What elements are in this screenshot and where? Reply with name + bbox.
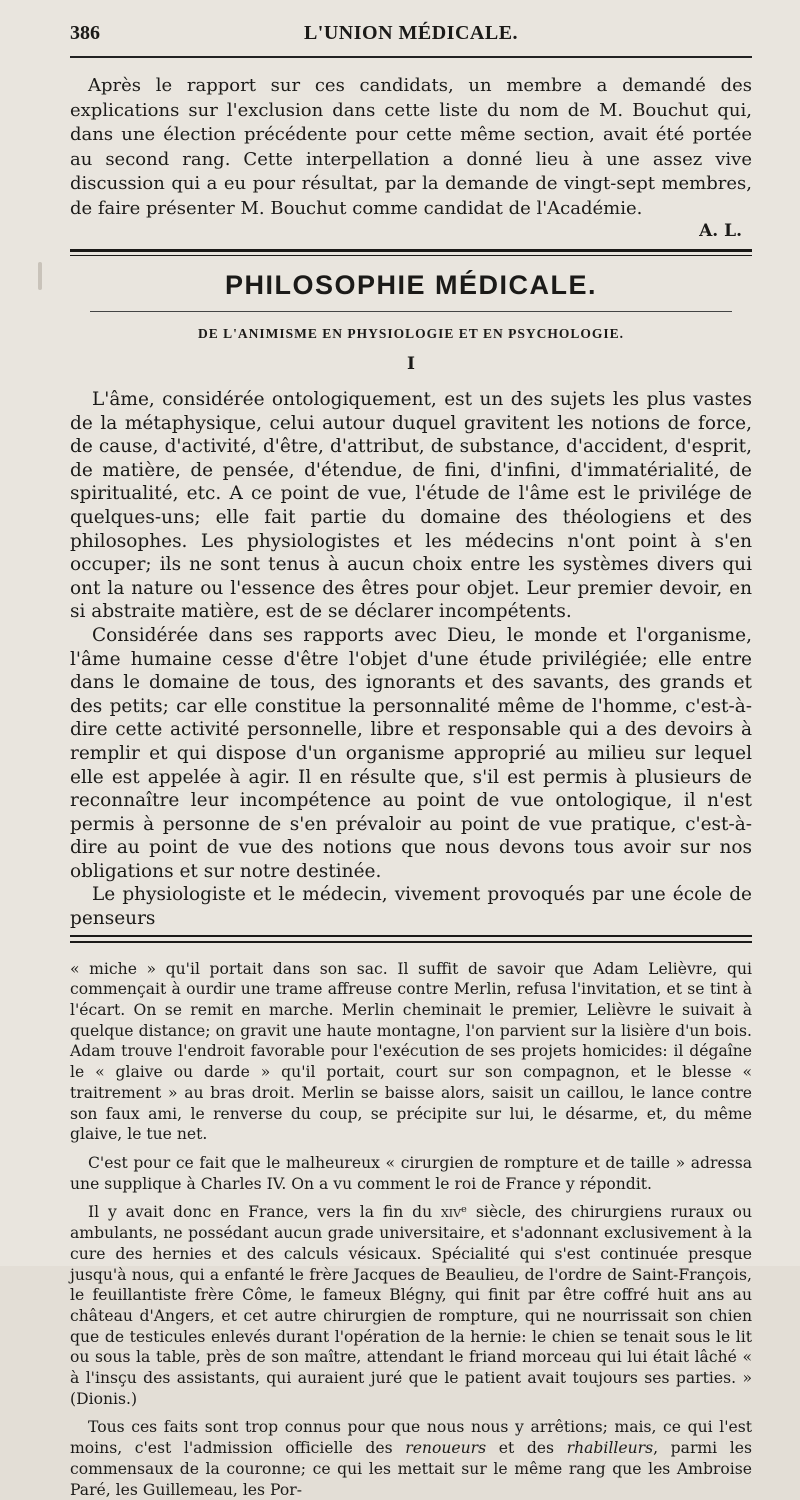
article-body: [70, 388, 752, 931]
section-divider: [70, 249, 752, 256]
section-title: PHILOSOPHIE MÉDICALE.: [224, 270, 598, 300]
feuilleton-paragraph: [70, 1202, 752, 1409]
article-paragraph: Le physiologiste et le médecin, vivement provoqués par une école de penseurs: [70, 884, 752, 930]
century-numeral: xivᵉ: [440, 1203, 468, 1222]
text-run: Il y avait donc en France, vers la fin du: [88, 1203, 441, 1222]
page-tear-mark: [38, 262, 42, 290]
text-run: , parmi les commensaux de la couronne; ce qui les mettait sur le même rang que les Ambroise Paré, les Guillemeau, les Por-: [70, 1439, 752, 1499]
page-number: 386: [70, 22, 100, 44]
text-run: et des: [486, 1439, 567, 1458]
journal-title: L'UNION MÉDICALE.: [303, 22, 519, 44]
feuilleton-paragraph: [70, 1417, 752, 1500]
intro-paragraph: Après le rapport sur ces candidats, un membre a demandé des explications sur l'exclusion dans cette liste du nom de M. Bouchut qui, dans une élection précédente pour cette même section, avait été portée au second rang. Cette interpellation a donné lieu à une assez vive discussion qui a eu pour résultat, par la demande de vingt-sept membres, de faire présenter M. Bouchut comme candidat de l'Académie.: [70, 75, 752, 219]
article-paragraph: L'âme, considérée ontologiquement, est un des sujets les plus vastes de la métaphysique, celui autour duquel gravitent les notions de force, de cause, d'activité, d'être, d'attribut, de substance, d'accident, d'esprit, de matière, de pensée, d'étendue, de fini, d'infini, d'immatérialité, de spiritualité, etc. A ce point de vue, l'étude de l'âme est le privilége de quelques-uns; elle fait partie du domaine des théologiens et des philosophes. Les physiologistes et les médecins n'ont point à s'en occuper; ils ne sont tenus à aucun choix entre les systèmes divers qui ont la nature ou l'essence des êtres pour objet. Leur premier devoir, en si abstraite matière, est de se déclarer incompétents.: [70, 389, 752, 623]
text-run: siècle, des chirurgiens ruraux ou ambulants, ne possédant aucun grade universitaire, et s'adonnant exclusivement à la cure des hernies et des calculs vésicaux. Spécialité qui s'est continuée presque jusqu'à nous, qui a enfanté le frère Jacques de Beaulieu, de l'ordre de Saint-François, le feuillantiste frère Côme, le fameux Blégny, qui finit par être coffré huit ans au château d'Angers, et cet autre chirurgien de rompture, qui ne nourrissait son chien que de testicules enlevés durant l'opération de la hernie: le chien se tenait sous le lit ou sous la table, près de son maître, attendant le friand morceau qui lui était lâché « à l'insçu des assistants, qui auraient juré que le patient avait toujours ses parties. » (Dionis.): [70, 1203, 752, 1408]
feuilleton-body: [70, 959, 752, 1500]
italic-term: rhabilleurs: [566, 1439, 654, 1458]
article-paragraph: Considérée dans ses rapports avec Dieu, le monde et l'organisme, l'âme humaine cesse d'être l'objet d'une étude privilégiée; elle entre dans le domaine de tous, des ignorants et des savants, des grands et des petits; car elle constitue la personnalité même de l'homme, c'est-à-dire cette activité personnelle, libre et responsable qui a des devoirs à remplir et qui dispose d'un organisme approprié au milieu sur lequel elle est appelée à agir. Il en résulte que, s'il est permis à plusieurs de reconnaître leur incompétence au point de vue ontologique, il n'est permis à personne de s'en prévaloir au point de vue pratique, c'est-à-dire au point de vue des notions que nous devons tous avoir sur nos obligations et sur notre destinée.: [70, 624, 752, 882]
feuilleton-paragraph: C'est pour ce fait que le malheureux « cirurgien de rompture et de taille » adressa une supplique à Charles IV. On a vu comment le roi de France y répondit.: [70, 1153, 752, 1193]
feuilleton-paragraph: « miche » qu'il portait dans son sac. Il suffit de savoir que Adam Lelièvre, qui commençait à ourdir une trame affreuse contre Merlin, refusa l'invitation, et se tint à l'écart. On se remit en marche. Merlin cheminait le premier, Lelièvre le suivait à quelque distance; on gravit une haute montagne, l'on parvient sur la lisière d'un bois. Adam trouve l'endroit favorable pour l'exécution de ses projets homicides: il dégaîne le « glaive ou darde » qu'il portait, court sur son compagnon, et le blesse « traitrement » au bras droit. Merlin se baisse alors, saisit un caillou, le lance contre son faux ami, le renverse du coup, se précipite sur lui, le désarme, et, du même glaive, le tue net.: [70, 959, 752, 1144]
text-run: Tous ces faits sont trop connus pour que nous nous y arrêtions; mais, ce qui l'est moins, c'est l'admission officielle des: [70, 1418, 752, 1458]
feuilleton-divider: [70, 935, 752, 943]
title-underline: [90, 311, 732, 312]
chapter-numeral: I: [407, 354, 415, 374]
article-subtitle: DE L'ANIMISME EN PHYSIOLOGIE ET EN PSYCHOLOGIE.: [198, 326, 624, 341]
author-signature: A. L.: [699, 221, 742, 241]
italic-term: renoueurs: [405, 1439, 487, 1458]
running-header: [70, 22, 752, 58]
